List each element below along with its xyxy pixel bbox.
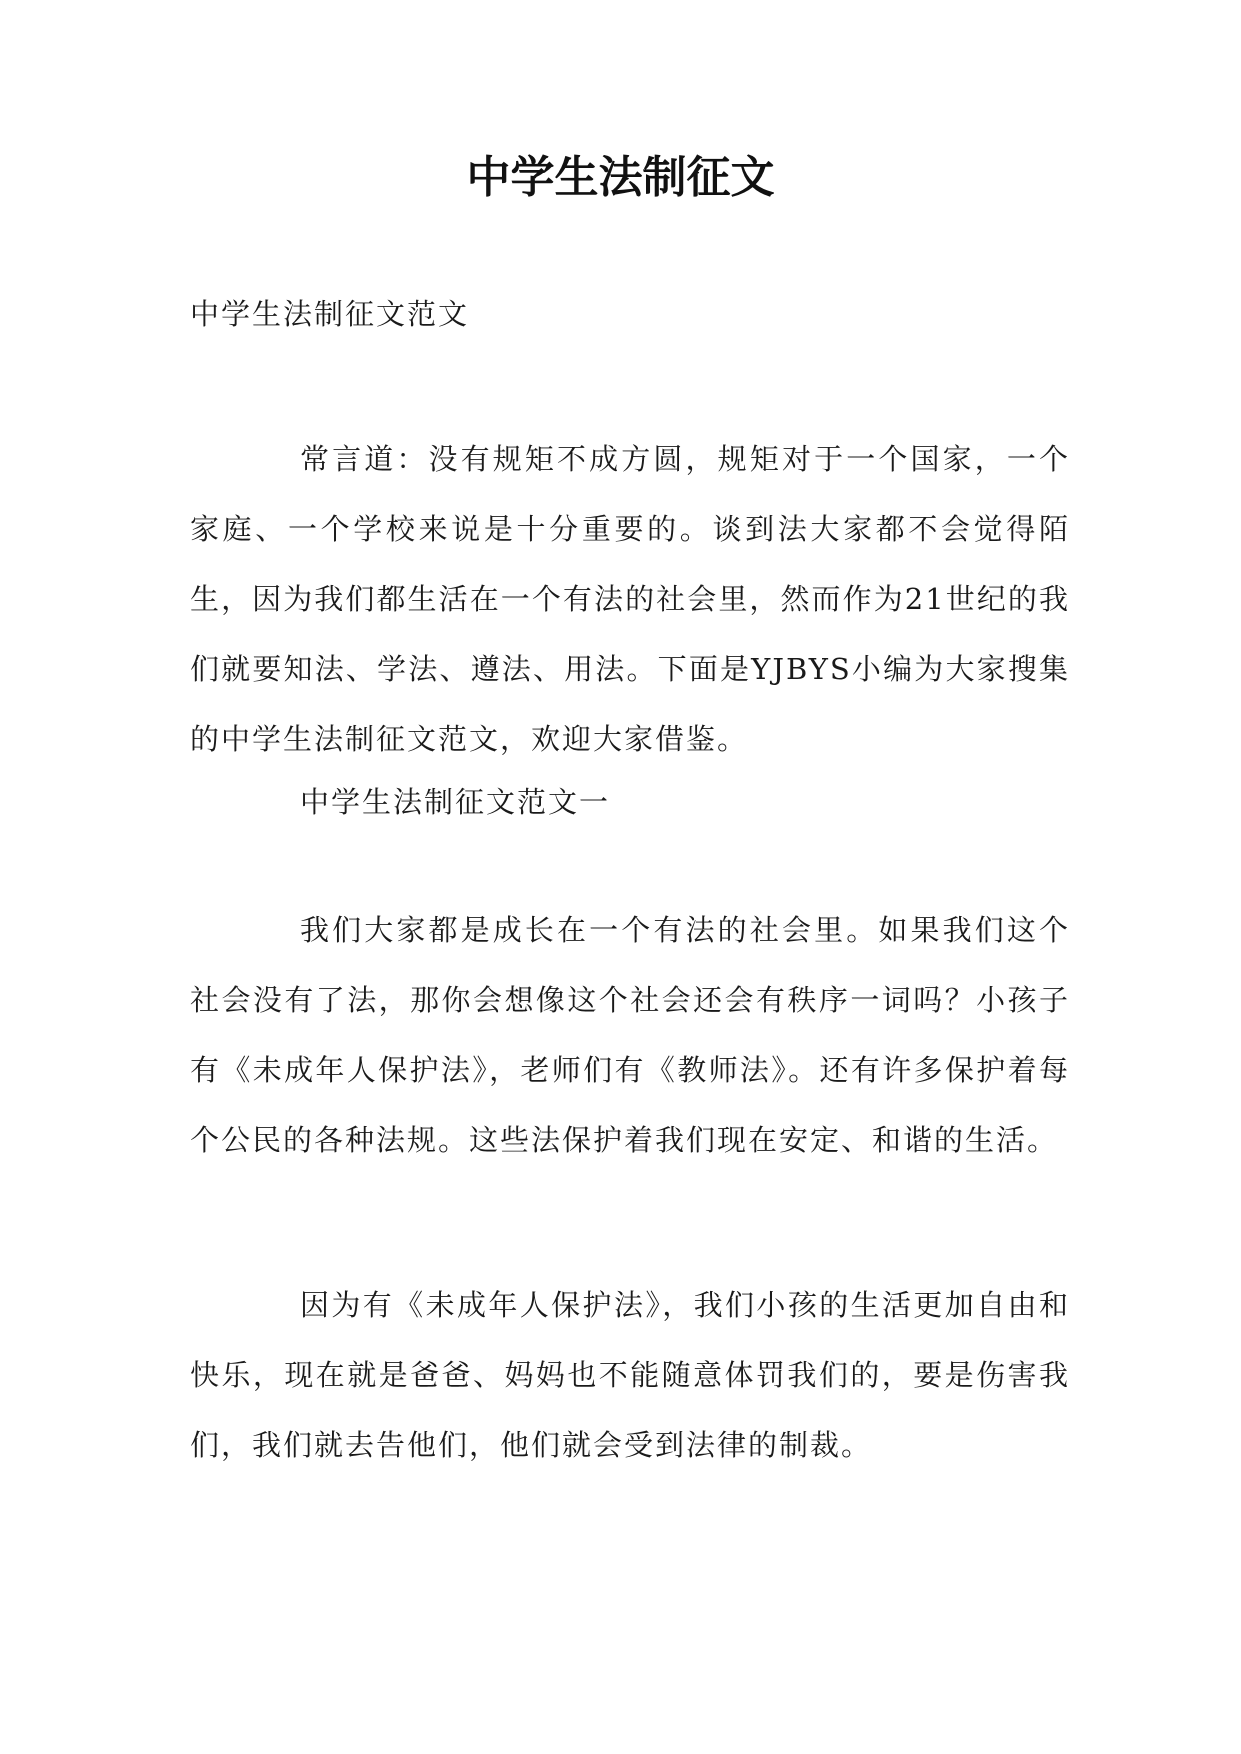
section-heading: 中学生法制征文范文一 xyxy=(300,785,611,819)
body-paragraph-2: 因为有《未成年人保护法》，我们小孩的生活更加自由和快乐，现在就是爸爸、妈妈也不能随意体罚我们的，要是伤害我们，我们就去告他们，他们就会受到法律的制裁。 xyxy=(190,1288,1070,1462)
document-title: 中学生法制征文 xyxy=(466,152,775,203)
document-subtitle: 中学生法制征文范文 xyxy=(190,297,470,331)
intro-paragraph: 常言道：没有规矩不成方圆，规矩对于一个国家，一个家庭、一个学校来说是十分重要的。谈到法大家都不会觉得陌生，因为我们都生活在一个有法的社会里，然而作为21世纪的我们就要知法、学法、遵法、用法。下面是YJBYS小编为大家搜集的中学生法制征文范文，欢迎大家借鉴。 xyxy=(190,442,1070,756)
body-paragraph-1: 我们大家都是成长在一个有法的社会里。如果我们这个社会没有了法，那你会想像这个社会还会有秩序一词吗？小孩子有《未成年人保护法》，老师们有《教师法》。还有许多保护着每个公民的各种法规。这些法保护着我们现在安定、和谐的生活。 xyxy=(190,913,1070,1157)
